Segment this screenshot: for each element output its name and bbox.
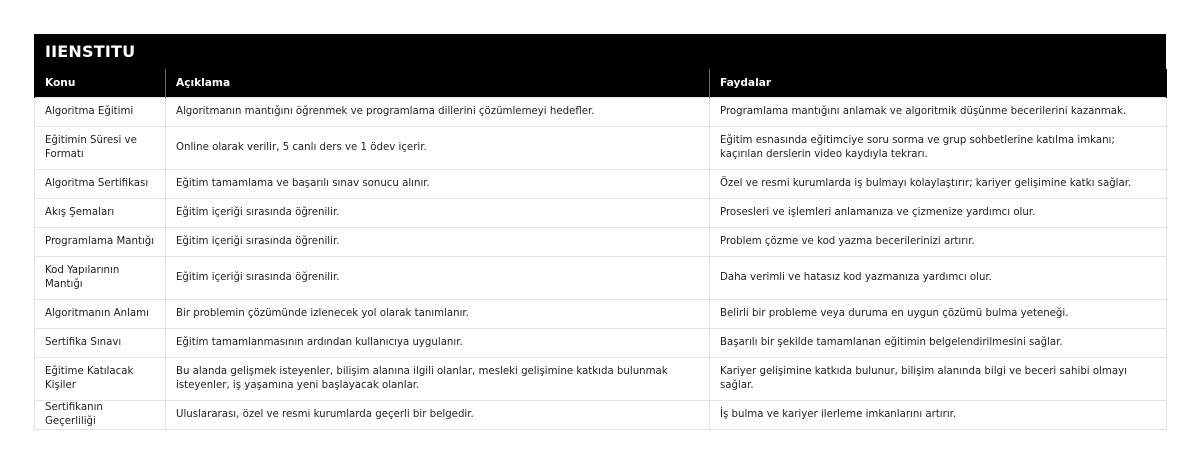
cell-konu: Algoritma Eğitimi	[35, 98, 166, 127]
cell-faydalar: Daha verimli ve hatasız kod yazmanıza yardımcı olur.	[710, 257, 1167, 300]
cell-faydalar: Problem çözme ve kod yazma becerilerinizi artırır.	[710, 228, 1167, 257]
column-header-konu: Konu	[35, 69, 166, 98]
column-header-aciklama: Açıklama	[166, 69, 710, 98]
brand-title: IIENSTITU	[34, 34, 1166, 69]
cell-konu: Eğitimin Süresi ve Formatı	[35, 127, 166, 170]
cell-aciklama: Eğitim içeriği sırasında öğrenilir.	[166, 257, 710, 300]
cell-aciklama: Uluslararası, özel ve resmi kurumlarda geçerli bir belgedir.	[166, 401, 710, 430]
table-row	[35, 127, 1167, 170]
cell-aciklama: Bir problemin çözümünde izlenecek yol olarak tanımlanır.	[166, 300, 710, 329]
cell-aciklama: Eğitim içeriği sırasında öğrenilir.	[166, 199, 710, 228]
cell-faydalar: Prosesleri ve işlemleri anlamanıza ve çizmenize yardımcı olur.	[710, 199, 1167, 228]
table-row	[35, 300, 1167, 329]
cell-aciklama: Eğitim tamamlama ve başarılı sınav sonucu alınır.	[166, 170, 710, 199]
cell-aciklama: Online olarak verilir, 5 canlı ders ve 1 ödev içerir.	[166, 127, 710, 170]
column-header-faydalar: Faydalar	[710, 69, 1167, 98]
cell-konu: Algoritma Sertifikası	[35, 170, 166, 199]
table-row	[35, 98, 1167, 127]
cell-aciklama: Eğitim içeriği sırasında öğrenilir.	[166, 228, 710, 257]
cell-aciklama: Eğitim tamamlanmasının ardından kullanıcıya uygulanır.	[166, 329, 710, 358]
info-table	[34, 69, 1167, 430]
cell-konu: Eğitime Katılacak Kişiler	[35, 358, 166, 401]
cell-faydalar: Başarılı bir şekilde tamamlanan eğitimin belgelendirilmesini sağlar.	[710, 329, 1167, 358]
table-row	[35, 401, 1167, 430]
table-row	[35, 228, 1167, 257]
cell-faydalar: Programlama mantığını anlamak ve algoritmik düşünme becerilerini kazanmak.	[710, 98, 1167, 127]
table-row	[35, 358, 1167, 401]
cell-konu: Akış Şemaları	[35, 199, 166, 228]
table-row	[35, 329, 1167, 358]
cell-aciklama: Bu alanda gelişmek isteyenler, bilişim alanına ilgili olanlar, mesleki gelişimine katkıda bulunmak isteyenler, iş yaşamına yeni başlayacak olanlar.	[166, 358, 710, 401]
table-header-row	[35, 69, 1167, 98]
cell-konu: Sertifika Sınavı	[35, 329, 166, 358]
cell-aciklama: Algoritmanın mantığını öğrenmek ve programlama dillerini çözümlemeyi hedefler.	[166, 98, 710, 127]
table-row	[35, 170, 1167, 199]
cell-faydalar: Belirli bir probleme veya duruma en uygun çözümü bulma yeteneği.	[710, 300, 1167, 329]
content-table-container	[34, 34, 1166, 430]
cell-konu: Kod Yapılarının Mantığı	[35, 257, 166, 300]
table-row	[35, 199, 1167, 228]
cell-konu: Sertifikanın Geçerliliği	[35, 401, 166, 430]
cell-konu: Algoritmanın Anlamı	[35, 300, 166, 329]
cell-faydalar: Özel ve resmi kurumlarda iş bulmayı kolaylaştırır; kariyer gelişimine katkı sağlar.	[710, 170, 1167, 199]
cell-faydalar: İş bulma ve kariyer ilerleme imkanlarını artırır.	[710, 401, 1167, 430]
cell-faydalar: Eğitim esnasında eğitimciye soru sorma ve grup sohbetlerine katılma imkanı; kaçırılan derslerin video kaydıyla tekrarı.	[710, 127, 1167, 170]
cell-faydalar: Kariyer gelişimine katkıda bulunur, bilişim alanında bilgi ve beceri sahibi olmayı sağlar.	[710, 358, 1167, 401]
cell-konu: Programlama Mantığı	[35, 228, 166, 257]
table-row	[35, 257, 1167, 300]
